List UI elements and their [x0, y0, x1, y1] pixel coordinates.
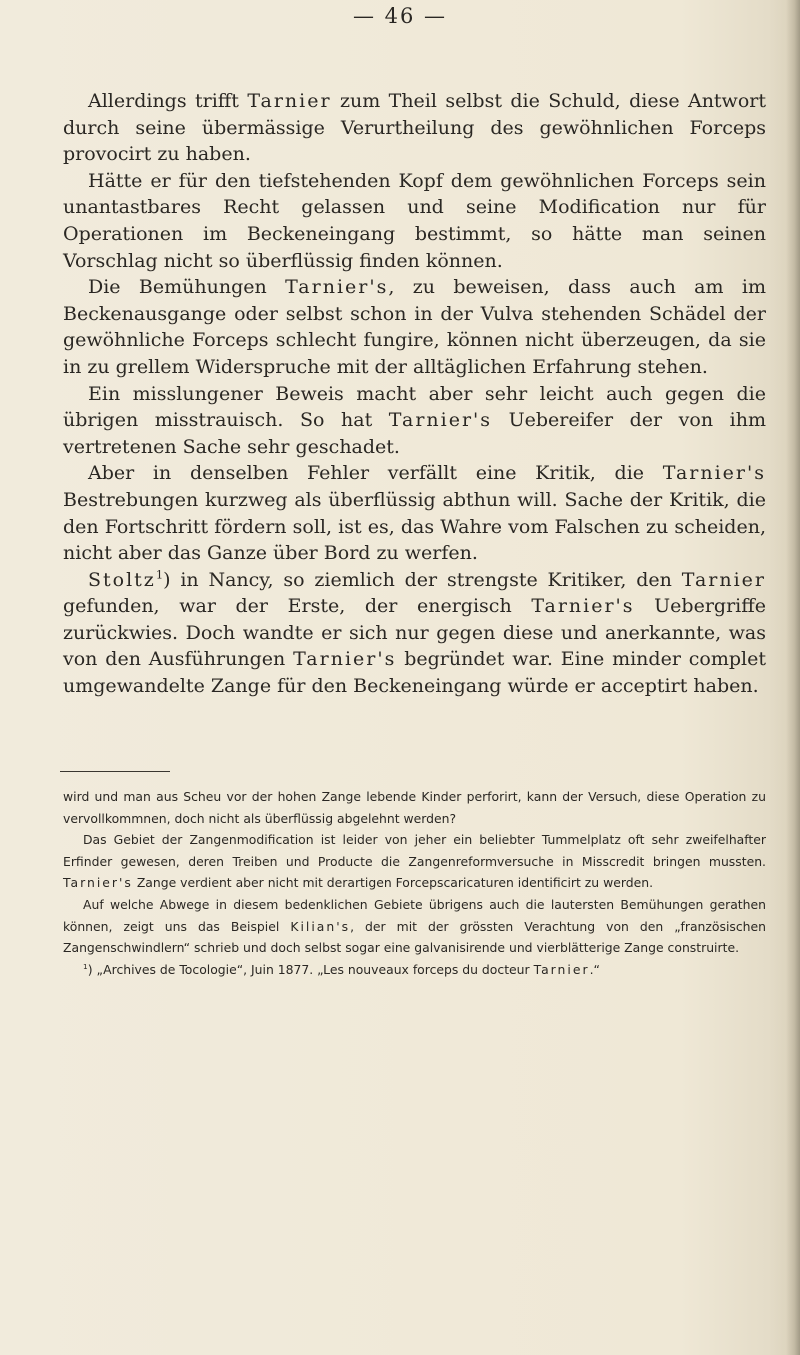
page-edge-shadow [786, 0, 800, 1355]
paragraph: Stoltz$^1$) in Nancy, so ziemlich der strengste Kritiker, den Tarnier gefunden, war der Erste, der energisch Tarnier's Uebergriffe zurückwies. Doch wandte er sich nur gegen diese und anerkannte, was von den Ausführungen Tarnier's begründet war. Eine minder complet umgewandelte Zange für den Beckeneingang würde er acceptirt haben. [63, 567, 766, 698]
paragraph: Hätte er für den tiefstehenden Kopf dem gewöhnlichen Forceps sein unantastbares Recht gelassen und seine Modification nur für Operationen im Beckeneingang bestimmt, so hätte man seinen Vorschlag nicht so überflüssig finden können. [63, 169, 766, 272]
person-name: Tarnier [533, 961, 590, 977]
footnote-divider [60, 771, 170, 772]
person-name: Stoltz [88, 568, 156, 591]
person-name: Tarnier's [388, 409, 493, 432]
person-name: Tarnier [681, 568, 766, 591]
paragraph: Die Bemühungen Tarnier's, zu beweisen, dass auch am im Beckenausgange oder selbst schon in der Vulva stehenden Schädel der gewöhnliche Forceps schlecht fungire, können nicht überzeugen, da sie in zu grellem Widerspruche mit der alltäglichen Erfahrung stehen. [63, 276, 766, 378]
person-name: Tarnier's [662, 462, 766, 485]
person-name: Tarnier's [63, 875, 133, 891]
footnote: $^1$) „Archives de Tocologie“, Juin 1877. „Les nouveaux forceps du docteur Tarnier.“ [83, 961, 600, 977]
person-name: Tarnier [247, 90, 332, 112]
footnote: wird und man aus Scheu vor der hohen Zange lebende Kinder perforirt, kann der Versuch, diese Operation zu vervollkommnen, doch nicht als überflüssig abgelehnt werden? [63, 789, 766, 826]
footnote-reference: 1 [155, 567, 164, 582]
paragraph: Aber in denselben Fehler verfällt eine Kritik, die Tarnier's Bestrebungen kurzweg als überflüssig abthun will. Sache der Kritik, die den Fortschritt fördern soll, ist es, das Wahre vom Falschen zu scheiden, nicht aber das Ganze über Bord zu werfen. [63, 462, 766, 565]
person-name: Kilian's [290, 918, 351, 934]
person-name: Tarnier's [293, 648, 397, 671]
person-name: Tarnier's [531, 595, 635, 618]
footnote: Auf welche Abwege in diesem bedenklichen Gebiete übrigens auch die lautersten Bemühungen gerathen können, zeigt uns das Beispiel Kilian's, der mit der grössten Verachtung von den „französischen Zangenschwindlern“ schrieb und doch selbst sogar eine galvanisirende und vierblätterige Zange construirte. [63, 896, 766, 956]
paragraph: Ein misslungener Beweis macht aber sehr leicht auch gegen die übrigen misstrauisch. So hat Tarnier's Uebereifer der von ihm vertretenen Sache sehr geschadet. [63, 382, 766, 458]
paragraph: Allerdings trifft Tarnier zum Theil selbst die Schuld, diese Antwort durch seine übermässige Verurtheilung des gewöhnlichen Forceps provocirt zu haben. [63, 90, 766, 166]
footnote: Das Gebiet der Zangenmodification ist leider von jeher ein beliebter Tummelplatz oft sehr zweifelhafter Erfinder gewesen, deren Treiben und Producte die Zangenreformversuche in Misscredit bringen mussten. Tarnier's Zange verdient aber nicht mit derartigen Forcepscaricaturen identificirt zu werden. [63, 832, 766, 891]
main-text [63, 88, 766, 700]
page-number: — 46 — [352, 4, 448, 28]
person-name: Tarnier's [285, 276, 389, 299]
footnotes [63, 786, 766, 980]
footnote-marker: 1 [83, 961, 88, 971]
